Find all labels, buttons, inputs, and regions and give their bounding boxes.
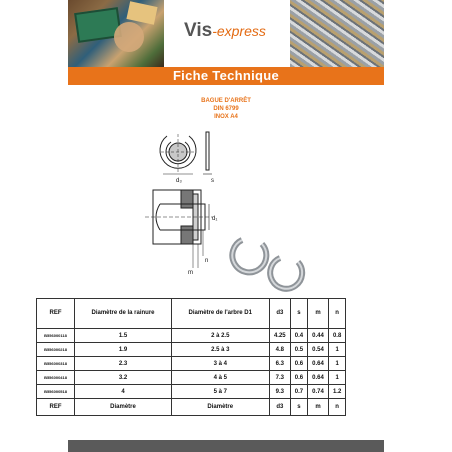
screws-photo: [290, 0, 384, 67]
table-header-row: [37, 299, 346, 329]
cell-m: 0.54: [307, 343, 329, 357]
product-standard: DIN 6799: [213, 106, 239, 112]
logo-sub-text: express: [216, 23, 266, 39]
label-m: m: [188, 270, 193, 276]
cell-m: 0.64: [307, 371, 329, 385]
cell-d3: 6.3: [269, 357, 291, 371]
cell-n: 1: [329, 371, 346, 385]
footer-ref: REF: [37, 399, 75, 416]
cell-ref: B556000518: [37, 385, 75, 399]
clip-side-view: [203, 132, 212, 174]
header-n: n: [329, 299, 346, 329]
cell-ref: B556000418: [37, 371, 75, 385]
brand-logo: [184, 20, 266, 42]
cell-s: 0.7: [291, 385, 308, 399]
logo-area: [164, 0, 290, 67]
clip-photo-2: [270, 258, 302, 289]
cell-shaft: 4 à 5: [171, 371, 269, 385]
footer-d3: d3: [269, 399, 291, 416]
cell-shaft: 3 à 4: [171, 357, 269, 371]
cell-d3: 4.8: [269, 343, 291, 357]
cell-n: 1: [329, 357, 346, 371]
table-row: [37, 329, 346, 343]
dimensions-table: [36, 298, 346, 416]
page-title: Fiche Technique: [172, 68, 280, 83]
header-s: s: [291, 299, 308, 329]
footer-s: s: [291, 399, 308, 416]
cell-d3: 4.25: [269, 329, 291, 343]
header-ref: REF: [37, 299, 75, 329]
cell-groove: 4: [75, 385, 172, 399]
table-row: [37, 343, 346, 357]
label-n: n: [205, 258, 209, 264]
footer-groove: Diamètre: [75, 399, 172, 416]
cell-ref: B556000118: [37, 329, 75, 343]
cell-shaft: 5 à 7: [171, 385, 269, 399]
header-groove-diameter: Diamètre de la rainure: [75, 299, 172, 329]
cell-groove: 1.5: [75, 329, 172, 343]
cell-m: 0.44: [307, 329, 329, 343]
label-s: s: [211, 178, 214, 184]
cell-shaft: 2 à 2.5: [171, 329, 269, 343]
cell-s: 0.5: [291, 343, 308, 357]
footer-n: n: [329, 399, 346, 416]
cell-groove: 2.3: [75, 357, 172, 371]
header-m: m: [307, 299, 329, 329]
logo-main-text: Vis: [184, 20, 213, 41]
footer-shaft: Diamètre: [171, 399, 269, 416]
cell-ref: B556000218: [37, 343, 75, 357]
workshop-photo: [68, 0, 164, 67]
table-row: [37, 371, 346, 385]
header-banner: [68, 0, 384, 67]
cell-s: 0.4: [291, 329, 308, 343]
clip-front-view: [160, 134, 196, 174]
label-d3: d₃: [176, 178, 182, 184]
cell-n: 1.2: [329, 385, 346, 399]
table-row: [37, 357, 346, 371]
cell-groove: 1.9: [75, 343, 172, 357]
logo-separator: -: [212, 23, 217, 39]
header-shaft-diameter: Diamètre de l'arbre D1: [171, 299, 269, 329]
footer-bar: [68, 440, 384, 452]
clip-photos: [170, 222, 320, 292]
cell-s: 0.6: [291, 371, 308, 385]
table-footer-row: [37, 399, 346, 416]
title-bar: [68, 67, 384, 85]
cell-m: 0.64: [307, 357, 329, 371]
cell-groove: 3.2: [75, 371, 172, 385]
cell-shaft: 2.5 à 3: [171, 343, 269, 357]
cell-ref: B556000318: [37, 357, 75, 371]
cell-m: 0.74: [307, 385, 329, 399]
label-d1: d₁: [212, 216, 218, 222]
cell-d3: 9.3: [269, 385, 291, 399]
cell-d3: 7.3: [269, 371, 291, 385]
product-description: [68, 97, 384, 121]
table-row: [37, 385, 346, 399]
cell-n: 1: [329, 343, 346, 357]
header-d3: d3: [269, 299, 291, 329]
cell-s: 0.6: [291, 357, 308, 371]
clip-photo-1: [232, 240, 266, 272]
product-name: BAGUE D'ARRÊT: [201, 98, 251, 104]
product-material: INOX A4: [214, 114, 238, 120]
footer-m: m: [307, 399, 329, 416]
cell-n: 0.8: [329, 329, 346, 343]
